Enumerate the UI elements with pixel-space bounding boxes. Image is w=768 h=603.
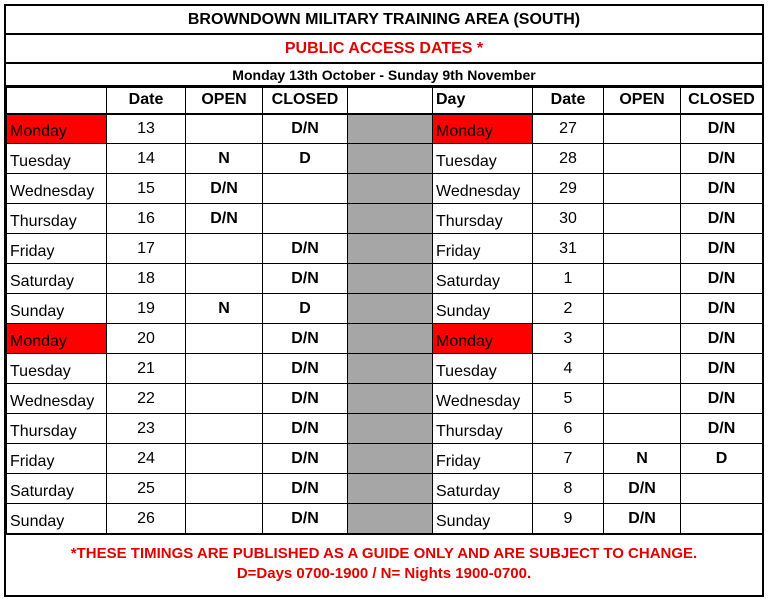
right-closed-cell: D/N <box>681 144 763 174</box>
right-open-cell: N <box>604 444 681 474</box>
left-open-cell <box>186 504 263 534</box>
right-open-cell <box>604 144 681 174</box>
left-closed-cell <box>263 174 348 204</box>
table-row <box>7 204 763 234</box>
left-closed-cell: D/N <box>263 384 348 414</box>
right-open-cell <box>604 204 681 234</box>
right-day-cell: Wednesday <box>433 174 533 204</box>
table-row <box>7 114 763 144</box>
right-open-cell <box>604 234 681 264</box>
left-closed-cell: D/N <box>263 474 348 504</box>
left-day-cell: Saturday <box>7 474 107 504</box>
left-date-cell: 26 <box>107 504 186 534</box>
right-date-cell: 4 <box>533 354 604 384</box>
left-date-header: Date <box>107 88 186 114</box>
right-day-cell: Monday <box>433 324 533 354</box>
access-dates-table <box>6 87 763 534</box>
divider-cell <box>348 384 433 414</box>
left-open-cell <box>186 444 263 474</box>
left-open-cell: D/N <box>186 174 263 204</box>
left-date-cell: 21 <box>107 354 186 384</box>
divider-cell <box>348 354 433 384</box>
left-open-cell <box>186 384 263 414</box>
right-closed-cell: D/N <box>681 114 763 144</box>
left-day-cell: Friday <box>7 444 107 474</box>
right-open-cell <box>604 294 681 324</box>
right-day-cell: Thursday <box>433 414 533 444</box>
right-day-cell: Friday <box>433 444 533 474</box>
page-title: BROWNDOWN MILITARY TRAINING AREA (SOUTH) <box>6 6 762 35</box>
right-date-cell: 8 <box>533 474 604 504</box>
table-row <box>7 504 763 534</box>
left-closed-cell: D <box>263 294 348 324</box>
left-date-cell: 16 <box>107 204 186 234</box>
left-day-cell: Thursday <box>7 414 107 444</box>
table-header-row <box>7 88 763 114</box>
left-closed-cell: D/N <box>263 114 348 144</box>
right-closed-header: CLOSED <box>681 88 763 114</box>
right-date-cell: 9 <box>533 504 604 534</box>
left-date-cell: 20 <box>107 324 186 354</box>
right-open-cell <box>604 384 681 414</box>
left-day-header <box>7 88 107 114</box>
left-closed-cell: D/N <box>263 444 348 474</box>
left-day-cell: Monday <box>7 324 107 354</box>
table-row <box>7 414 763 444</box>
right-closed-cell: D/N <box>681 234 763 264</box>
left-date-cell: 24 <box>107 444 186 474</box>
divider-cell <box>348 264 433 294</box>
right-closed-cell: D/N <box>681 354 763 384</box>
right-date-cell: 27 <box>533 114 604 144</box>
left-day-cell: Friday <box>7 234 107 264</box>
left-date-cell: 22 <box>107 384 186 414</box>
left-open-cell <box>186 114 263 144</box>
table-row <box>7 444 763 474</box>
left-open-cell <box>186 474 263 504</box>
table-row <box>7 264 763 294</box>
right-closed-cell: D/N <box>681 294 763 324</box>
left-day-cell: Monday <box>7 114 107 144</box>
divider-cell <box>348 324 433 354</box>
right-day-cell: Saturday <box>433 264 533 294</box>
left-closed-header: CLOSED <box>263 88 348 114</box>
divider-cell <box>348 294 433 324</box>
left-day-cell: Saturday <box>7 264 107 294</box>
right-day-cell: Sunday <box>433 504 533 534</box>
left-date-cell: 18 <box>107 264 186 294</box>
disclaimer-text: *THESE TIMINGS ARE PUBLISHED AS A GUIDE ONLY AND ARE SUBJECT TO CHANGE. <box>70 545 698 562</box>
table-row <box>7 174 763 204</box>
legend-text: D=Days 0700-1900 / N= Nights 1900-0700. <box>236 565 532 582</box>
left-open-cell <box>186 264 263 294</box>
right-day-cell: Saturday <box>433 474 533 504</box>
left-day-cell: Sunday <box>7 504 107 534</box>
right-day-cell: Wednesday <box>433 384 533 414</box>
right-day-cell: Friday <box>433 234 533 264</box>
right-closed-cell: D/N <box>681 204 763 234</box>
left-date-cell: 13 <box>107 114 186 144</box>
right-closed-cell <box>681 474 763 504</box>
left-date-cell: 19 <box>107 294 186 324</box>
table-row <box>7 354 763 384</box>
right-closed-cell: D/N <box>681 264 763 294</box>
divider-cell <box>348 504 433 534</box>
right-day-cell: Tuesday <box>433 144 533 174</box>
right-closed-cell: D <box>681 444 763 474</box>
page-subtitle: PUBLIC ACCESS DATES * <box>6 35 762 64</box>
right-closed-cell: D/N <box>681 174 763 204</box>
right-open-cell: D/N <box>604 474 681 504</box>
left-date-cell: 14 <box>107 144 186 174</box>
divider-cell <box>348 444 433 474</box>
left-closed-cell: D/N <box>263 324 348 354</box>
left-open-cell <box>186 354 263 384</box>
right-open-cell: D/N <box>604 504 681 534</box>
left-day-cell: Wednesday <box>7 384 107 414</box>
left-closed-cell: D/N <box>263 354 348 384</box>
table-row <box>7 384 763 414</box>
divider-cell <box>348 234 433 264</box>
left-closed-cell: D/N <box>263 264 348 294</box>
right-day-header: Day <box>433 88 533 114</box>
right-date-cell: 2 <box>533 294 604 324</box>
left-day-cell: Tuesday <box>7 354 107 384</box>
left-date-cell: 17 <box>107 234 186 264</box>
left-open-cell <box>186 234 263 264</box>
right-date-cell: 1 <box>533 264 604 294</box>
right-closed-cell: D/N <box>681 414 763 444</box>
right-day-cell: Thursday <box>433 204 533 234</box>
right-date-cell: 7 <box>533 444 604 474</box>
left-open-cell: N <box>186 294 263 324</box>
left-open-cell <box>186 414 263 444</box>
right-closed-cell: D/N <box>681 324 763 354</box>
divider-cell <box>348 144 433 174</box>
right-date-cell: 6 <box>533 414 604 444</box>
right-day-cell: Sunday <box>433 294 533 324</box>
left-closed-cell <box>263 204 348 234</box>
right-open-cell <box>604 114 681 144</box>
table-row <box>7 144 763 174</box>
left-closed-cell: D/N <box>263 414 348 444</box>
divider-cell <box>348 174 433 204</box>
right-closed-cell: D/N <box>681 384 763 414</box>
left-date-cell: 23 <box>107 414 186 444</box>
left-open-cell: N <box>186 144 263 174</box>
left-closed-cell: D <box>263 144 348 174</box>
disclaimer-footer <box>6 533 762 595</box>
right-date-cell: 31 <box>533 234 604 264</box>
divider-header <box>348 88 433 114</box>
right-open-cell <box>604 174 681 204</box>
left-open-cell: D/N <box>186 204 263 234</box>
table-row <box>7 474 763 504</box>
table-row <box>7 324 763 354</box>
right-closed-cell <box>681 504 763 534</box>
divider-cell <box>348 114 433 144</box>
left-day-cell: Sunday <box>7 294 107 324</box>
divider-cell <box>348 414 433 444</box>
left-open-header: OPEN <box>186 88 263 114</box>
left-closed-cell: D/N <box>263 504 348 534</box>
right-date-header: Date <box>533 88 604 114</box>
right-date-cell: 30 <box>533 204 604 234</box>
right-open-cell <box>604 354 681 384</box>
right-date-cell: 5 <box>533 384 604 414</box>
right-day-cell: Monday <box>433 114 533 144</box>
right-date-cell: 3 <box>533 324 604 354</box>
right-date-cell: 28 <box>533 144 604 174</box>
right-open-cell <box>604 324 681 354</box>
left-day-cell: Wednesday <box>7 174 107 204</box>
right-date-cell: 29 <box>533 174 604 204</box>
right-open-cell <box>604 414 681 444</box>
left-open-cell <box>186 324 263 354</box>
right-open-header: OPEN <box>604 88 681 114</box>
left-date-cell: 15 <box>107 174 186 204</box>
right-open-cell <box>604 264 681 294</box>
schedule-sheet <box>4 4 764 597</box>
table-row <box>7 234 763 264</box>
date-range: Monday 13th October - Sunday 9th November <box>6 64 762 87</box>
divider-cell <box>348 474 433 504</box>
left-closed-cell: D/N <box>263 234 348 264</box>
left-date-cell: 25 <box>107 474 186 504</box>
right-day-cell: Tuesday <box>433 354 533 384</box>
divider-cell <box>348 204 433 234</box>
left-day-cell: Tuesday <box>7 144 107 174</box>
table-row <box>7 294 763 324</box>
left-day-cell: Thursday <box>7 204 107 234</box>
